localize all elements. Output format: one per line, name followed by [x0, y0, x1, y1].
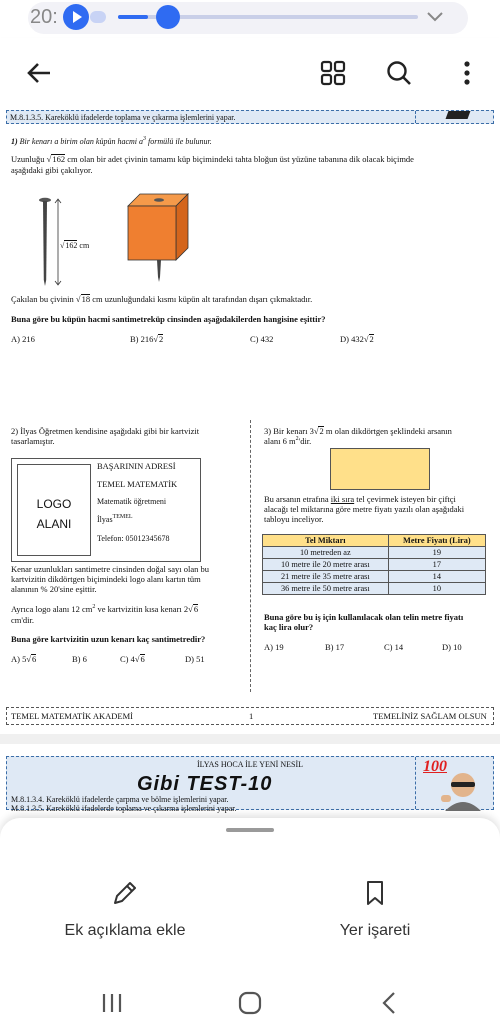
- table-header-row: [263, 535, 486, 547]
- table-cell: 10 metreden az: [263, 547, 389, 559]
- add-comment-label: Ek açıklama ekle: [64, 922, 186, 939]
- document-view[interactable]: [0, 108, 500, 818]
- cube-with-nail-figure: [122, 190, 194, 288]
- q3-text1: Bu arsanın etrafına iki sıra tel çevirmek isteyen bir çiftçi: [264, 494, 456, 504]
- pencil-icon: [110, 878, 140, 908]
- q2-option-a[interactable]: A) 5√6: [11, 654, 37, 664]
- business-card: [11, 458, 201, 562]
- back-chevron-icon[interactable]: [370, 988, 410, 1018]
- table-cell: 10 metre ile 20 metre arası: [263, 559, 389, 571]
- q2-intro2: tasarlamıştır.: [11, 436, 55, 446]
- table-header-cell: Tel Miktarı: [263, 535, 389, 547]
- action-sheet: [0, 818, 500, 978]
- q1-line1: Uzunluğu √162 cm olan bir adet çivinin tamamı küp biçimindeki tahta bloğun üst yüzüne tabanına dik olacak biçimde: [11, 154, 414, 164]
- column-divider: [250, 420, 251, 692]
- chevron-down-icon[interactable]: [424, 6, 446, 28]
- search-icon[interactable]: [384, 58, 414, 88]
- footer-left: TEMEL MATEMATİK AKADEMİ: [11, 711, 133, 721]
- mascot-figure: [439, 771, 487, 811]
- brand-text: İLYAS HOCA İLE YENİ NESİL: [197, 760, 304, 769]
- table-row: [263, 583, 486, 595]
- recents-icon[interactable]: [92, 988, 132, 1018]
- q3-intro1: 3) Bir kenarı 3√2 m olan dikdörtgen şeklindeki arsanın: [264, 426, 452, 436]
- q3-text2: alacağı tel miktarına göre metre fiyatı yazılı olan aşağıdaki: [264, 504, 465, 514]
- q2-question: Buna göre kartvizitin uzun kenarı kaç santimetredir?: [11, 634, 206, 644]
- page-separator: [0, 734, 500, 744]
- pause-indicator-icon[interactable]: [90, 11, 106, 23]
- table-cell: 21 metre ile 35 metre arası: [263, 571, 389, 583]
- q1-line2: aşağıdaki gibi çakılıyor.: [11, 165, 93, 175]
- table-cell: 19: [388, 547, 485, 559]
- q1-question: Buna göre bu küpün hacmi santimetreküp cinsinden aşağıdakilerden hangisine eşittir?: [11, 314, 326, 324]
- more-vert-icon[interactable]: [452, 58, 482, 88]
- price-table: [262, 534, 486, 595]
- objective-header: [6, 110, 494, 124]
- q1-option-c[interactable]: C) 432: [250, 334, 274, 344]
- q3-option-b[interactable]: B) 17: [325, 642, 345, 652]
- page-number: 1: [249, 711, 254, 721]
- q2-text3: alanının % 20'sine eşittir.: [11, 584, 97, 594]
- card-line: BAŞARININ ADRESİ: [97, 461, 176, 471]
- objective-text: M.8.1.3.5. Kareköklü ifadelerde toplama ve çıkarma işlemlerini yapar.: [10, 113, 236, 122]
- card-line: Telefon: 05012345678: [97, 534, 170, 543]
- test-header: [6, 756, 494, 813]
- grid-icon[interactable]: [318, 58, 348, 88]
- nail-length-label: √162 cm: [60, 241, 90, 250]
- q2-intro1: 2) İlyas Öğretmen kendisine aşağıdaki gibi bir kartvizit: [11, 426, 200, 436]
- card-line: İlyas$^{TEMEL}$: [97, 514, 133, 524]
- add-comment-button[interactable]: [0, 878, 250, 958]
- table-cell: 10: [388, 583, 485, 595]
- drag-handle[interactable]: [226, 828, 274, 832]
- table-cell: 36 metre ile 50 metre arası: [263, 583, 389, 595]
- status-time: 20:: [30, 6, 58, 28]
- q2-option-d[interactable]: D) 51: [185, 654, 205, 664]
- q3-intro2: alanı 6 $m^2'dir$.: [264, 436, 312, 446]
- logo-text-1: LOGO: [36, 497, 72, 511]
- media-bar: [0, 0, 500, 38]
- arrow-left-icon[interactable]: [24, 58, 54, 88]
- q2-option-b[interactable]: B) 6: [72, 654, 87, 664]
- q2-text4: Ayrıca logo alanı 12 $cm^2$ ve kartvizitin kısa kenarı 2√6: [11, 604, 199, 614]
- table-cell: 14: [388, 571, 485, 583]
- q1-option-b[interactable]: B) 216√2: [130, 334, 164, 344]
- q1-line3: Çakılan bu çivinin √18 cm uzunluğundaki kısmı küpün alt tarafından dışarı çıkmaktadır.: [11, 294, 313, 304]
- bookmark-label: Yer işareti: [339, 922, 411, 939]
- test-title: Gibi TEST-10: [137, 773, 273, 795]
- app-toolbar: [0, 38, 500, 108]
- q1-option-d[interactable]: D) 432√2: [340, 334, 374, 344]
- mascot-fragment: [446, 111, 471, 119]
- q3-text3: tabloyu inceliyor.: [264, 514, 324, 524]
- card-line: Matematik öğretmeni: [97, 497, 167, 506]
- bookmark-button[interactable]: [250, 878, 500, 958]
- objective-2: M.8.1.3.5. Kareköklü ifadelerde toplama ve çıkarma işlemlerini yapar.: [11, 804, 237, 813]
- seek-progress: [118, 15, 148, 19]
- play-icon[interactable]: [63, 4, 89, 30]
- q3-question1: Buna göre bu iş için kullanılacak olan telin metre fiyatı: [264, 612, 464, 622]
- q2-text5: cm'dir.: [11, 615, 35, 625]
- q2-option-c[interactable]: C) 4√6: [120, 654, 145, 664]
- table-row: [263, 559, 486, 571]
- table-cell: 17: [388, 559, 485, 571]
- card-line: TEMEL MATEMATİK: [97, 479, 178, 489]
- objective-1: M.8.1.3.4. Kareköklü ifadelerde çarpma ve bölme işlemlerini yapar.: [11, 795, 229, 804]
- footer-right: TEMELİNİZ SAĞLAM OLSUN: [373, 711, 487, 721]
- q3-option-d[interactable]: D) 10: [442, 642, 462, 652]
- home-icon[interactable]: [230, 988, 270, 1018]
- hundred-badge: 100: [423, 758, 447, 775]
- q1-intro: 1) Bir kenarı a birim olan küpün hacmi $a^3$ formülü ile bulunur.: [11, 136, 212, 146]
- q2-text1: Kenar uzunlukları santimetre cinsinden doğal sayı olan bu: [11, 564, 210, 574]
- q2-text2: kartvizitin dikdörtgen biçimindeki logo alanı kartın tüm: [11, 574, 201, 584]
- table-header-cell: Metre Fiyatı (Lira): [388, 535, 485, 547]
- system-nav-bar: [0, 978, 500, 1028]
- q1-option-a[interactable]: A) 216: [11, 334, 35, 344]
- logo-text-2: ALANI: [36, 517, 72, 531]
- q3-option-c[interactable]: C) 14: [384, 642, 404, 652]
- bookmark-icon: [360, 878, 390, 908]
- q3-option-a[interactable]: A) 19: [264, 642, 284, 652]
- table-row: [263, 547, 486, 559]
- seek-thumb[interactable]: [156, 5, 180, 29]
- logo-area: [17, 464, 91, 556]
- land-rectangle: [330, 448, 430, 490]
- q3-question2: kaç lira olur?: [264, 622, 314, 632]
- page-footer: [6, 707, 494, 725]
- table-row: [263, 571, 486, 583]
